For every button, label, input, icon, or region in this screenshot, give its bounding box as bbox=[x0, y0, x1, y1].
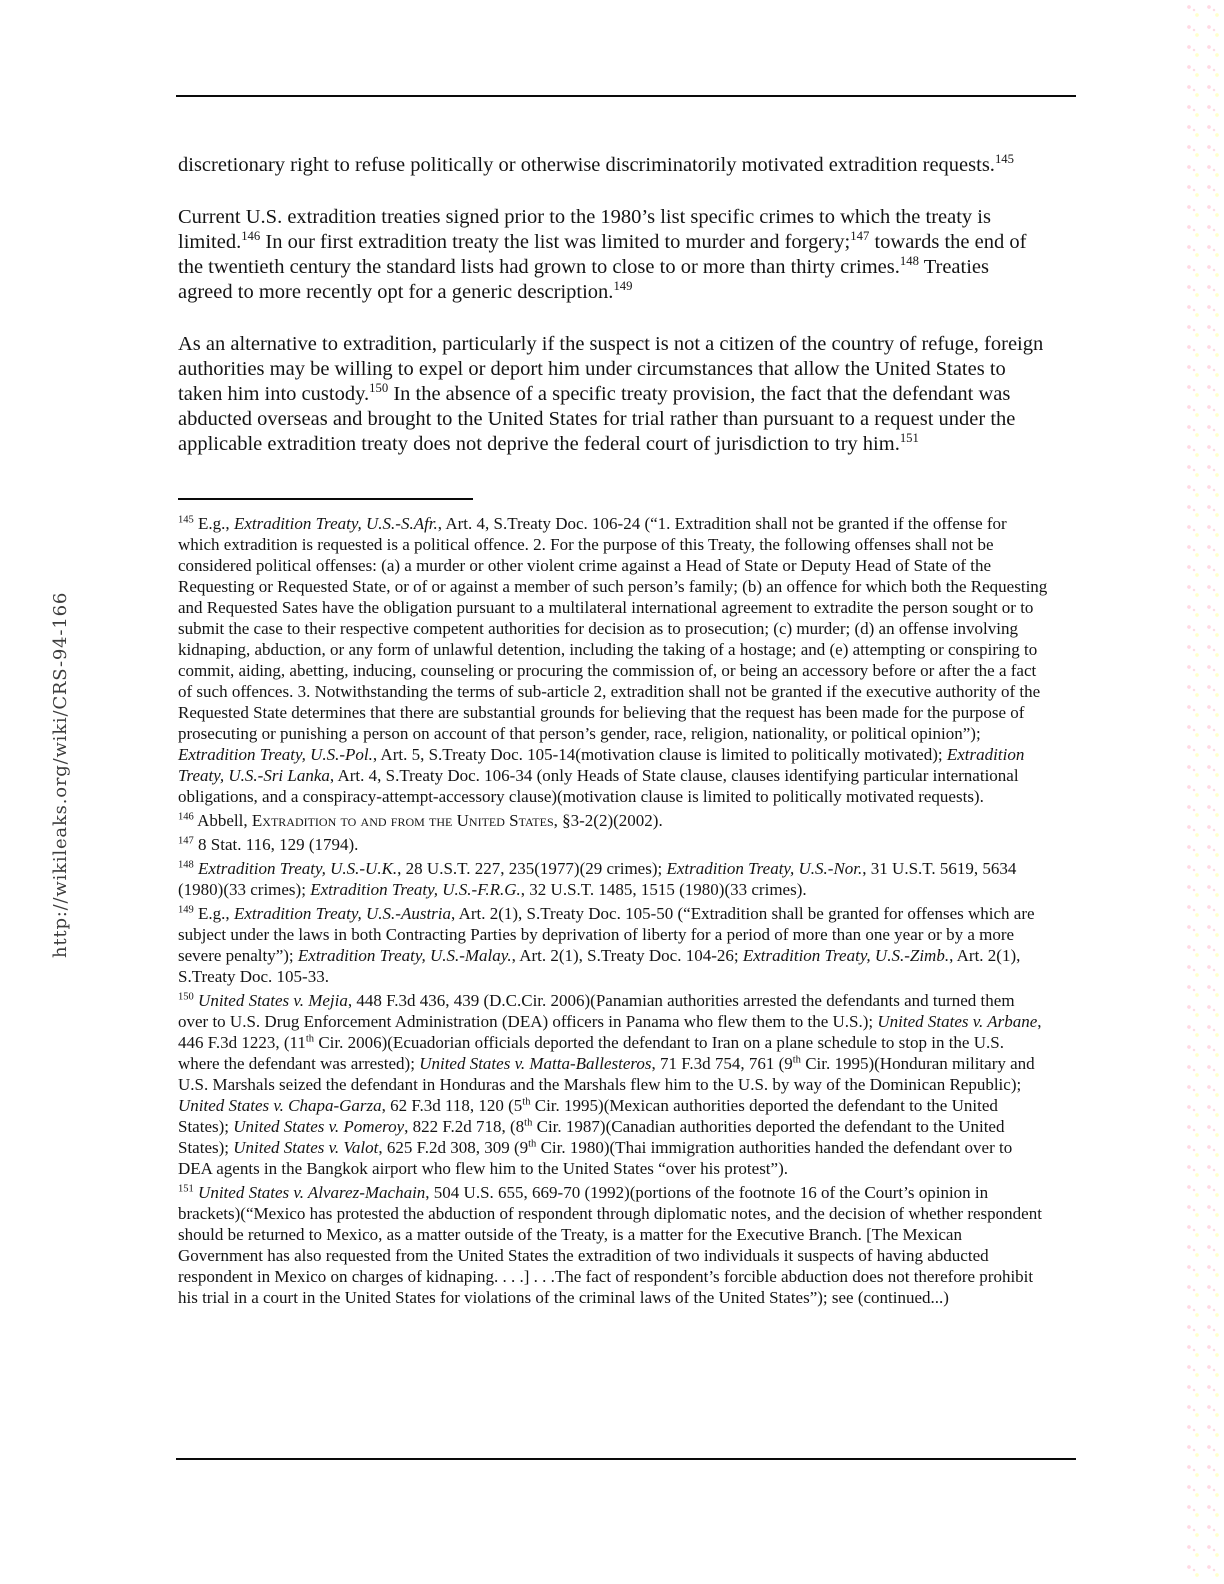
document-content bbox=[178, 153, 1048, 1311]
footnotes-section bbox=[178, 513, 1048, 1308]
footnote-150: $^{150}$ United States v. Mejia, 448 F.3d 436, 439 (D.C.Cir. 2006)(Panamian authorities arrested the defendants and turned them over to U.S. Drug Enforcement Administration (DEA) officers in Panama who flew them to the U.S.); United States v. Arbane, 446 F.3d 1223, (11th Cir. 2006)(Ecuadorian officials deported the defendant to Iran on a plane schedule to stop in the U.S. where the defendant was arrested); United States v. Matta-Ballesteros, 71 F.3d 754, 761 (9th Cir. 1995)(Honduran military and U.S. Marshals seized the defendant in Honduras and the Marshals flew him to the U.S. by way of the Dominican Republic); United States v. Chapa-Garza, 62 F.3d 118, 120 (5th Cir. 1995)(Mexican authorities deported the defendant to the United States); United States v. Pomeroy, 822 F.2d 718, (8th Cir. 1987)(Canadian authorities deported the defendant to the United States); United States v. Valot, 625 F.2d 308, 309 (9th Cir. 1980)(Thai immigration authorities handed the defendant over to DEA agents in the Bangkok airport who flew him to the United States “over his protest”). bbox=[178, 991, 1042, 1178]
watermark-texture bbox=[1182, 0, 1224, 1584]
wikileaks-source-url: http://wikileaks.org/wiki/CRS-94-166 bbox=[50, 591, 71, 958]
paragraph-discretionary-refusal: discretionary right to refuse politically or otherwise discriminatorily motivated extradition requests.$^{145}$ bbox=[178, 152, 1014, 176]
header-rule bbox=[176, 95, 1076, 97]
footnote-149: $^{149}$ E.g., Extradition Treaty, U.S.-Austria, Art. 2(1), S.Treaty Doc. 105-50 (“Extradition shall be granted for offenses which are subject under the laws in both Contracting Parties by deprivation of liberty for a period of more than one year or by a more severe penalty”); Extradition Treaty, U.S.-Malay., Art. 2(1), S.Treaty Doc. 104-26; Extradition Treaty, U.S.-Zimb., Art. 2(1), S.Treaty Doc. 105-33. bbox=[178, 904, 1035, 986]
footnote-147: $^{147}$ 8 Stat. 116, 129 (1794). bbox=[178, 835, 359, 854]
footnote-148: $^{148}$ Extradition Treaty, U.S.-U.K., 28 U.S.T. 227, 235(1977)(29 crimes); Extradition Treaty, U.S.-Nor., 31 U.S.T. 5619, 5634 (1980)(33 crimes); Extradition Treaty, U.S.-F.R.G., 32 U.S.T. 1485, 1515 (1980)(33 crimes). bbox=[178, 859, 1017, 899]
footnote-151: $^{151}$ United States v. Alvarez-Machain, 504 U.S. 655, 669-70 (1992)(portions of the footnote 16 of the Court’s opinion in brackets)(“Mexico has protested the abduction of respondent through diplomatic notes, and the decision of whether respondent should be returned to Mexico, as a matter outside of the Treaty, is a matter for the Executive Branch. [The Mexican Government has also requested from the United States the extradition of two individuals it suspects of having abducted respondent in Mexico on charges of kidnaping. . . .] . . .The fact of respondent’s forcible abduction does not therefore prohibit his trial in a court in the United States for violations of the criminal laws of the United States”); see (continued...) bbox=[178, 1183, 1042, 1307]
footer-rule bbox=[176, 1458, 1076, 1460]
footnote-146: $^{146}$ Abbell, Extradition to and from the United States, §3-2(2)(2002). bbox=[178, 811, 663, 830]
footnote-145: $^{145}$ E.g., Extradition Treaty, U.S.-S.Afr., Art. 4, S.Treaty Doc. 106-24 (“1. Extradition shall not be granted if the offense for which extradition is requested is a political offence. 2. For the purpose of this Treaty, the following offenses shall not be considered political offenses: (a) a murder or other violent crime against a Head of State or Deputy Head of State of the Requesting or Requested State, or of or against a member of such person’s family; (b) an offence for which both the Requesting and Requested Sates have the obligation pursuant to a multilateral international agreement to extradite the person sought or to submit the case to their respective competent authorities for decision as to prosecution; (c) murder; (d) an offense involving kidnaping, abduction, or any form of unlawful detention, including the taking of a hostage; and (e) attempting or conspiring to commit, aiding, abetting, inducing, counseling or procuring the commission of, or being an accessory before or after the a fact of such offences. 3. Notwithstanding the terms of sub-article 2, extradition shall not be granted if the executive authority of the Requested State determines that there are substantial grounds for believing that the request has been made for the purpose of prosecuting or punishing a person on account of that person’s gender, race, religion, nationality, or political opinion”); Extradition Treaty, U.S.-Pol., Art. 5, S.Treaty Doc. 105-14(motivation clause is limited to politically motivated); Extradition Treaty, U.S.-Sri Lanka, Art. 4, S.Treaty Doc. 106-34 (only Heads of State clause, clauses identifying particular international obligations, and a conspiracy-attempt-accessory clause)(motivation clause is limited to politically motivated requests). bbox=[178, 514, 1048, 806]
paragraph-expulsion-alternative: As an alternative to extradition, particularly if the suspect is not a citizen of the country of refuge, foreign authorities may be willing to expel or deport him under circumstances that allow the United States to taken him into custody.$^{150}$ In the absence of a specific treaty provision, the fact that the defendant was abducted overseas and brought to the United States for trial rather than pursuant to a request under the applicable extradition treaty does not deprive the federal court of jurisdiction to try him.$^{151}$ bbox=[178, 333, 1044, 455]
paragraph-treaty-crime-lists: Current U.S. extradition treaties signed prior to the 1980’s list specific crimes to which the treaty is limited.$^{146}$ In our first extradition treaty the list was limited to murder and forgery;$^{147}$ towards the end of the twentieth century the standard lists had grown to close to or more than thirty crimes.$^{148}$ Treaties agreed to more recently opt for a generic description.$^{149}$ bbox=[178, 206, 1027, 303]
footnote-separator-rule bbox=[178, 498, 473, 500]
